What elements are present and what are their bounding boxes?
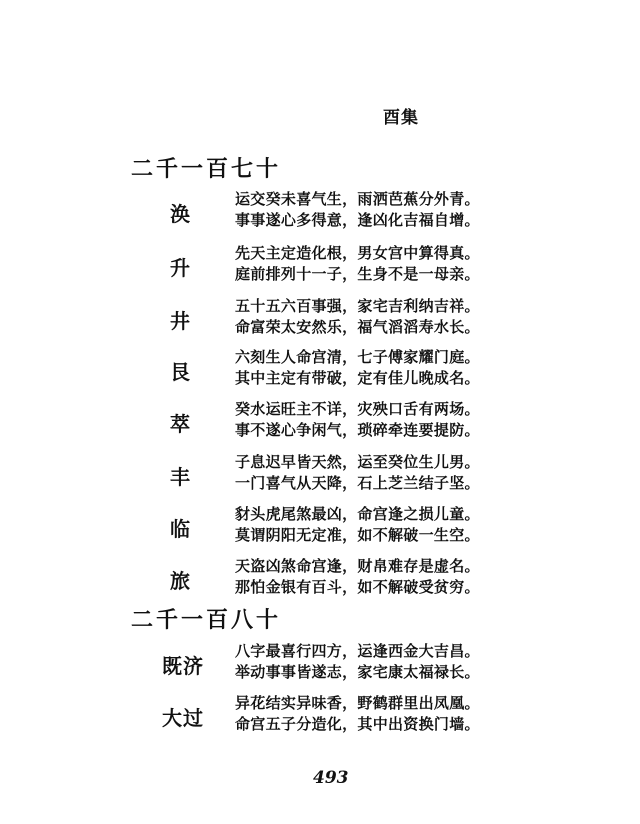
verse [235, 189, 480, 231]
entry [0, 693, 640, 739]
verse-line: 五十五六百事强，家宅吉利纳吉祥。 [235, 297, 480, 315]
entry [0, 347, 640, 393]
verse-line: 事事遂心多得意，逢凶化吉福自增。 [235, 211, 480, 229]
entry [0, 296, 640, 342]
verse [235, 296, 480, 338]
verse-line: 其中主定有带破，定有佳儿晚成名。 [235, 369, 480, 387]
verse-line: 运交癸未喜气生，雨洒芭蕉分外青。 [235, 190, 480, 208]
verse [235, 641, 480, 683]
gua-name: 既济 [162, 654, 204, 678]
gua-name: 萃 [170, 412, 190, 436]
verse-line: 一门喜气从天降，石上芝兰结子坚。 [235, 474, 480, 492]
gua-name: 井 [170, 309, 190, 333]
verse [235, 399, 480, 441]
gua-name: 艮 [170, 360, 190, 384]
verse [235, 556, 480, 598]
gua-name: 旅 [170, 569, 190, 593]
entry [0, 452, 640, 498]
verse-line: 异花结实异味香，野鹤群里出凤凰。 [235, 694, 480, 712]
verse-line: 天盗凶煞命宫逢，财帛难存是虚名。 [235, 557, 480, 575]
entry [0, 641, 640, 687]
gua-name: 升 [170, 256, 190, 280]
verse-line: 命宫五子分造化，其中出资换门墙。 [235, 715, 480, 733]
verse [235, 693, 480, 735]
verse-line: 举动事事皆遂志，家宅康太福禄长。 [235, 663, 480, 681]
running-header: 酉集 [383, 108, 419, 128]
gua-name: 涣 [170, 202, 190, 226]
entry [0, 399, 640, 445]
verse-line: 癸水运旺主不详，灾殃口舌有两场。 [235, 400, 480, 418]
verse-line: 六刻生人命宫清，七子傅家耀门庭。 [235, 348, 480, 366]
verse-line: 先天主定造化根，男女宫中算得真。 [235, 244, 480, 262]
entry [0, 243, 640, 289]
verse [235, 243, 480, 285]
entry [0, 556, 640, 602]
verse [235, 347, 480, 389]
verse-line: 命富荣太安然乐，福气滔滔寿水长。 [235, 318, 480, 336]
gua-name: 临 [170, 517, 190, 541]
verse-line: 子息迟早皆天然，运至癸位生儿男。 [235, 453, 480, 471]
verse [235, 504, 480, 546]
verse-line: 那怕金银有百斗，如不解破受贫穷。 [235, 578, 480, 596]
verse-line: 庭前排列十一子，生身不是一母亲。 [235, 265, 480, 283]
section-title: 二千一百七十 [131, 156, 282, 182]
entry [0, 189, 640, 235]
verse-line: 豺头虎尾煞最凶，命宫逢之损儿童。 [235, 505, 480, 523]
entry [0, 504, 640, 550]
gua-name: 大过 [162, 706, 204, 730]
gua-name: 丰 [170, 465, 190, 489]
verse-line: 事不遂心争闲气，琐碎牵连要提防。 [235, 421, 480, 439]
verse [235, 452, 480, 494]
page-number: 493 [313, 768, 349, 788]
verse-line: 莫谓阴阳无定准，如不解破一生空。 [235, 526, 480, 544]
verse-line: 八字最喜行四方，运逢西金大吉昌。 [235, 642, 480, 660]
section-title: 二千一百八十 [131, 607, 282, 633]
